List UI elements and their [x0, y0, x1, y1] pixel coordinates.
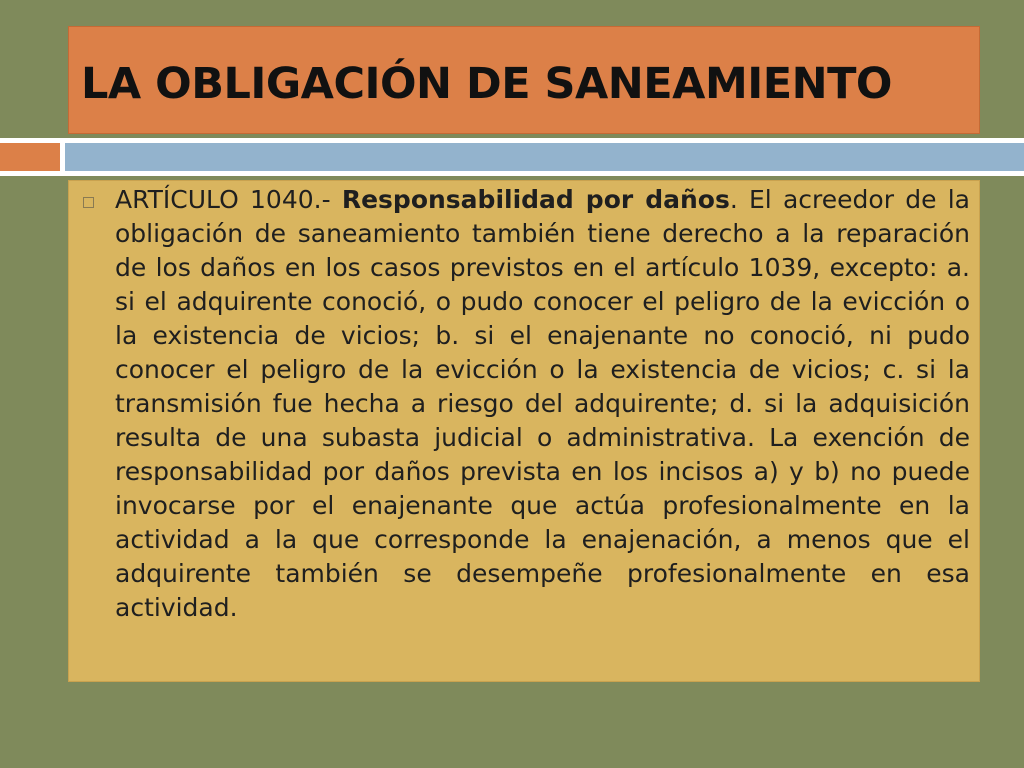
divider-accent-orange: [0, 143, 60, 171]
divider-accent-blue: [65, 143, 1024, 171]
article-prefix: ARTÍCULO 1040.-: [115, 185, 342, 214]
article-paragraph: [115, 183, 970, 625]
article-body: . El acreedor de la obligación de saneamiento también tiene derecho a la reparación de los daños en los casos previstos en el artículo 1039, excepto: a. si el adquirente conoció, o pudo conocer el peligro de la evicción o la existencia de vicios; b. si el enajenante no conoció, ni pudo conocer el peligro de la evicción o la existencia de vicios; c. si la transmisión fue hecha a riesgo del adquirente; d. si la adquisición resulta de una subasta judicial o administrativa. La exención de responsabilidad por daños prevista en los incisos a) y b) no puede invocarse por el enajenante que actúa profesionalmente en la actividad a la que corresponde la enajenación, a menos que el adquirente también se desempeñe profesionalmente en esa actividad.: [115, 185, 970, 622]
content-box: [68, 180, 980, 682]
square-bullet-icon: [83, 197, 94, 208]
slide-title: LA OBLIGACIÓN DE SANEAMIENTO: [81, 59, 892, 109]
article-heading: Responsabilidad por daños: [341, 185, 730, 214]
title-box: [68, 26, 980, 134]
